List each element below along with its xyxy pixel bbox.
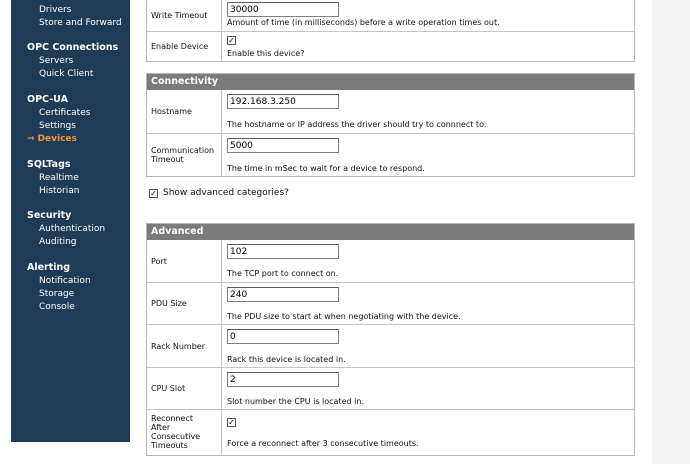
sidebar-group-opc-connections: OPC Connections [27,42,119,53]
communication-timeout-label-line2: Timeout [151,155,184,164]
reconnect-label-line3: Consecutive [151,432,201,441]
sidebar-group-opc-ua: OPC-UA [27,94,68,105]
communication-timeout-label [147,134,222,176]
sidebar-item-authentication[interactable]: Authentication [39,224,106,234]
pdu-size-input[interactable] [227,287,339,302]
hostname-description: The hostname or IP address the driver should try to connnect to. [227,120,487,129]
right-margin [652,0,690,464]
rack-number-description: Rack this device is located in. [227,355,346,364]
general-settings-panel [146,0,635,62]
hostname-input[interactable] [227,94,339,109]
sidebar-group-security: Security [27,210,72,221]
hostname-label: Hostname [147,90,222,133]
arrow-right-icon: → [27,134,35,144]
cpu-slot-row [147,367,634,409]
sidebar-item-historian[interactable]: Historian [39,186,80,196]
reconnect-label-line4: Timeouts [151,441,188,450]
write-timeout-row [147,0,634,31]
advanced-panel [146,223,635,456]
enable-device-row [147,31,634,61]
enable-device-checkbox[interactable]: ✓ [228,36,235,45]
pdu-size-label: PDU Size [147,283,222,324]
sidebar-group-sqltags: SQLTags [27,159,71,170]
write-timeout-input[interactable] [227,2,339,17]
pdu-size-row [147,282,634,324]
enable-device-label: Enable Device [147,32,222,61]
communication-timeout-row [147,133,634,176]
port-row [147,240,634,282]
sidebar-item-devices-label: Devices [37,134,77,144]
port-description: The TCP port to connect on. [227,269,339,278]
reconnect-label-line2: After [151,423,171,432]
cpu-slot-input[interactable] [227,372,339,387]
port-label: Port [147,240,222,282]
port-input[interactable] [227,244,339,259]
reconnect-row [147,409,634,454]
advanced-header: Advanced [147,224,634,240]
rack-number-input[interactable] [227,329,339,344]
sidebar-item-servers[interactable]: Servers [39,56,74,66]
write-timeout-label: Write Timeout [147,0,222,31]
communication-timeout-label-line1: Communication [151,146,215,155]
sidebar-item-devices[interactable] [27,134,77,144]
reconnect-label [147,410,222,454]
rack-number-label: Rack Number [147,325,222,367]
reconnect-checkbox[interactable]: ✓ [228,418,235,427]
communication-timeout-input[interactable] [227,138,339,153]
enable-device-description: Enable this device? [227,49,305,58]
cpu-slot-description: Slot number the CPU is located in. [227,397,364,406]
sidebar-item-storage[interactable]: Storage [39,289,75,299]
sidebar-item-auditing[interactable]: Auditing [39,237,77,247]
sidebar-item-console[interactable]: Console [39,302,75,312]
sidebar-group-alerting: Alerting [27,262,71,273]
sidebar-item-realtime[interactable]: Realtime [39,173,79,183]
write-timeout-description: Amount of time (in milliseconds) before a write operation times out. [227,18,500,27]
show-advanced-toggle[interactable] [149,188,289,198]
sidebar-nav [11,0,130,442]
cpu-slot-label: CPU Slot [147,368,222,409]
sidebar-item-notification[interactable]: Notification [39,276,91,286]
sidebar-item-settings[interactable]: Settings [39,121,76,131]
communication-timeout-description: The time in mSec to wait for a device to respond. [227,164,425,173]
sidebar-item-drivers[interactable]: Drivers [39,5,72,15]
sidebar-item-quick-client[interactable]: Quick Client [39,69,94,79]
sidebar-item-store-and-forward[interactable]: Store and Forward [39,18,122,28]
reconnect-label-line1: Reconnect [151,414,194,423]
hostname-row [147,90,634,133]
pdu-size-description: The PDU size to start at when negotiating with the device. [227,312,461,321]
rack-number-row [147,324,634,367]
sidebar-item-certificates[interactable]: Certificates [39,108,91,118]
connectivity-header: Connectivity [147,74,634,90]
show-advanced-label: Show advanced categories? [163,188,289,198]
reconnect-description: Force a reconnect after 3 consecutive timeouts. [227,439,419,448]
connectivity-panel [146,73,635,177]
show-advanced-checkbox[interactable]: ✓ [150,188,157,198]
